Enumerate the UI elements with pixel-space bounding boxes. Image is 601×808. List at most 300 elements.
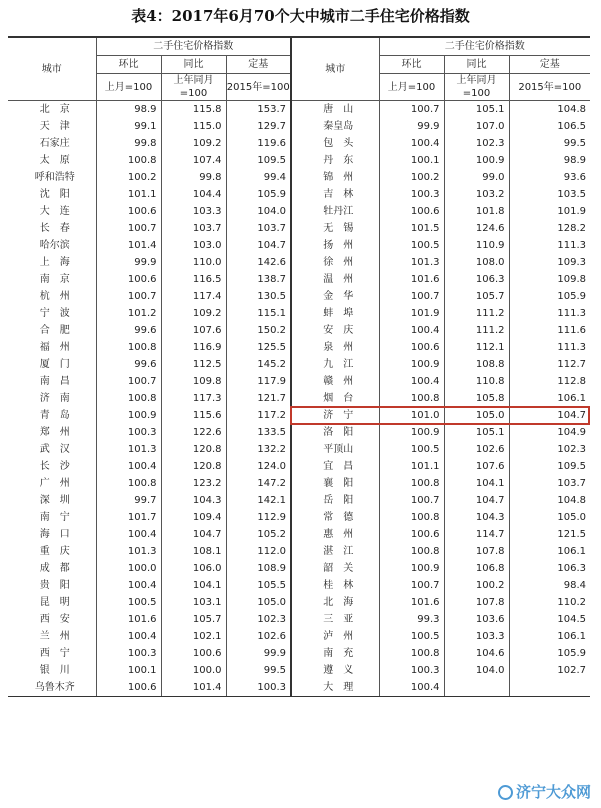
watermark-text: 济宁大众网 [515,783,591,801]
fixed-value-left: 125.5 [226,339,291,356]
city-name-right: 牡丹江 [291,203,379,220]
header-mom-base-right: 上月=100 [379,74,444,101]
city-name-right: 洛 阳 [291,424,379,441]
fixed-value-left: 153.7 [226,101,291,119]
fixed-value-right: 111.6 [557,325,587,336]
city-name-left: 成 都 [8,560,96,577]
city-name-left: 宁 波 [8,305,96,322]
yoy-value-left: 122.6 [161,424,226,441]
table-row [8,611,590,628]
fixed-value-right: 109.3 [557,257,587,268]
city-name-right: 安 庆 [291,322,379,339]
yoy-value-left: 109.8 [161,373,226,390]
yoy-value-right: 108.8 [444,356,509,373]
fixed-value-left: 104.0 [226,203,291,220]
mom-value-right: 101.6 [379,271,444,288]
fixed-value-right: 112.7 [557,359,587,370]
fixed-value-left: 115.1 [226,305,291,322]
city-name-right: 惠 州 [291,526,379,543]
city-name-left: 西 安 [8,611,96,628]
fixed-value-right: 128.2 [557,223,587,234]
mom-value-right: 100.6 [379,203,444,220]
city-name-right: 岳 阳 [291,492,379,509]
city-name-right: 温 州 [291,271,379,288]
city-name-left: 青 岛 [8,407,96,424]
yoy-value-left: 103.1 [161,594,226,611]
mom-value-right: 100.4 [379,322,444,339]
yoy-value-right: 99.0 [444,169,509,186]
mom-value-left: 100.2 [96,169,161,186]
mom-value-left: 100.7 [96,288,161,305]
fixed-value-left: 103.7 [226,220,291,237]
mom-value-right: 99.3 [379,611,444,628]
yoy-value-right: 103.3 [444,628,509,645]
fixed-value-left: 150.2 [226,322,291,339]
yoy-value-left: 103.0 [161,237,226,254]
yoy-value-left: 102.1 [161,628,226,645]
city-name-right: 遵 义 [291,662,379,679]
table-row [8,577,590,594]
yoy-value-right: 102.3 [444,135,509,152]
mom-value-right: 100.1 [379,152,444,169]
city-name-left: 济 南 [8,390,96,407]
city-name-left: 北 京 [8,101,96,119]
fixed-value-right: 101.9 [557,206,587,217]
yoy-value-left: 106.0 [161,560,226,577]
mom-value-right: 100.3 [379,186,444,203]
city-name-right: 平顶山 [291,441,379,458]
yoy-value-left: 99.8 [161,169,226,186]
yoy-value-right [444,679,509,697]
table-row [8,543,590,560]
mom-value-right: 100.2 [379,169,444,186]
city-name-right: 桂 林 [291,577,379,594]
yoy-value-right: 104.6 [444,645,509,662]
fixed-value-right: 104.9 [557,427,587,438]
fixed-value-left: 99.5 [226,662,291,679]
fixed-value-right: 110.2 [557,597,587,608]
mom-value-right: 100.7 [379,577,444,594]
header-yoy-left: 同比 [161,56,226,74]
fixed-value-right: 102.7 [557,665,587,676]
mom-value-right: 100.5 [379,441,444,458]
fixed-value-left: 133.5 [226,424,291,441]
mom-value-left: 100.7 [96,373,161,390]
yoy-value-right: 111.2 [444,322,509,339]
yoy-value-right: 108.0 [444,254,509,271]
fixed-value-right: 105.9 [557,648,587,659]
city-name-left: 合 肥 [8,322,96,339]
fixed-value-left: 112.9 [226,509,291,526]
table-row [8,237,590,254]
table-row [8,645,590,662]
city-name-right: 湛 江 [291,543,379,560]
mom-value-right: 99.9 [379,118,444,135]
fixed-value-right [509,679,590,697]
city-name-left: 太 原 [8,152,96,169]
mom-value-left: 100.4 [96,577,161,594]
fixed-value-left: 99.9 [226,645,291,662]
fixed-value-left: 105.2 [226,526,291,543]
fixed-value-left: 105.5 [226,577,291,594]
table-row [8,305,590,322]
mom-value-left: 101.6 [96,611,161,628]
watermark [498,781,591,802]
fixed-value-left: 109.5 [226,152,291,169]
fixed-value-right: 104.5 [557,614,587,625]
city-name-right: 常 德 [291,509,379,526]
wechat-logo-icon [498,785,513,800]
fixed-value-left: 124.0 [226,458,291,475]
yoy-value-left: 105.7 [161,611,226,628]
mom-value-right: 100.8 [379,475,444,492]
city-name-right: 丹 东 [291,152,379,169]
mom-value-right: 100.9 [379,356,444,373]
yoy-value-right: 100.2 [444,577,509,594]
mom-value-right: 100.4 [379,135,444,152]
mom-value-right: 101.9 [379,305,444,322]
fixed-value-right: 106.1 [557,546,587,557]
table-row [8,339,590,356]
fixed-value-right: 103.5 [557,189,587,200]
fixed-value-left: 121.7 [226,390,291,407]
table-row [8,101,590,119]
city-name-right: 大 理 [291,679,379,697]
city-name-left: 南 京 [8,271,96,288]
city-name-right: 襄 阳 [291,475,379,492]
city-name-right: 泉 州 [291,339,379,356]
city-name-right: 锦 州 [291,169,379,186]
fixed-value-right: 106.1 [557,393,587,404]
yoy-value-right: 101.8 [444,203,509,220]
city-name-left: 重 庆 [8,543,96,560]
city-name-left: 海 口 [8,526,96,543]
city-name-left: 西 宁 [8,645,96,662]
yoy-value-right: 124.6 [444,220,509,237]
mom-value-right: 100.8 [379,509,444,526]
city-name-left: 武 汉 [8,441,96,458]
mom-value-right: 100.8 [379,645,444,662]
yoy-value-right: 112.1 [444,339,509,356]
mom-value-left: 100.7 [96,220,161,237]
fixed-value-left: 142.6 [226,254,291,271]
fixed-value-right: 98.4 [563,580,587,591]
yoy-value-right: 106.8 [444,560,509,577]
yoy-value-left: 101.4 [161,679,226,697]
yoy-value-right: 114.7 [444,526,509,543]
table-row [8,152,590,169]
table-row [8,288,590,305]
table-row [8,356,590,373]
mom-value-left: 100.1 [96,662,161,679]
yoy-value-right: 110.8 [444,373,509,390]
yoy-value-right: 105.0 [444,407,509,424]
header-city-right: 城市 [291,37,379,101]
fixed-value-left: 112.0 [226,543,291,560]
city-name-left: 呼和浩特 [8,169,96,186]
city-name-right: 蚌 埠 [291,305,379,322]
city-name-right: 韶 关 [291,560,379,577]
yoy-value-right: 107.0 [444,118,509,135]
city-name-left: 天 津 [8,118,96,135]
table-row [8,458,590,475]
fixed-value-left: 147.2 [226,475,291,492]
fixed-value-right: 99.5 [563,138,587,149]
yoy-value-right: 105.7 [444,288,509,305]
fixed-value-left: 108.9 [226,560,291,577]
mom-value-right: 100.8 [379,543,444,560]
header-mom-left: 环比 [96,56,161,74]
yoy-value-right: 104.3 [444,509,509,526]
city-name-right: 济 宁 [291,407,379,424]
yoy-value-left: 103.7 [161,220,226,237]
yoy-value-left: 117.4 [161,288,226,305]
yoy-value-right: 104.0 [444,662,509,679]
table-row [8,509,590,526]
mom-value-left: 100.5 [96,594,161,611]
mom-value-left: 99.8 [96,135,161,152]
yoy-value-right: 110.9 [444,237,509,254]
fixed-value-left: 105.9 [226,186,291,203]
mom-value-right: 101.1 [379,458,444,475]
fixed-value-right: 109.5 [557,461,587,472]
mom-value-left: 101.4 [96,237,161,254]
mom-value-left: 100.8 [96,390,161,407]
city-name-right: 赣 州 [291,373,379,390]
fixed-value-right: 104.8 [557,495,587,506]
mom-value-left: 100.3 [96,645,161,662]
mom-value-left: 100.6 [96,679,161,697]
header-yoy-base-right: 上年同月=100 [444,74,509,101]
mom-value-right: 101.5 [379,220,444,237]
table-row [8,475,590,492]
table-row [8,628,590,645]
header-yoy-right: 同比 [444,56,509,74]
mom-value-left: 98.9 [96,101,161,119]
fixed-value-left: 132.2 [226,441,291,458]
fixed-value-left: 129.7 [226,118,291,135]
fixed-value-right: 93.6 [563,172,587,183]
fixed-value-right: 103.7 [557,478,587,489]
mom-value-left: 100.6 [96,271,161,288]
mom-value-left: 101.7 [96,509,161,526]
fixed-value-left: 117.9 [226,373,291,390]
yoy-value-right: 103.2 [444,186,509,203]
mom-value-right: 101.3 [379,254,444,271]
mom-value-left: 100.6 [96,203,161,220]
table-row [8,492,590,509]
mom-value-right: 100.4 [379,679,444,697]
yoy-value-left: 107.6 [161,322,226,339]
fixed-value-right: 105.9 [557,291,587,302]
header-fixed-base-right: 2015年=100 [509,74,590,101]
fixed-value-right: 112.8 [557,376,587,387]
yoy-value-right: 104.1 [444,475,509,492]
yoy-value-left: 115.0 [161,118,226,135]
fixed-value-left: 119.6 [226,135,291,152]
yoy-value-left: 109.2 [161,305,226,322]
table-row [8,186,590,203]
yoy-value-left: 115.6 [161,407,226,424]
table-row [8,526,590,543]
mom-value-left: 100.8 [96,339,161,356]
city-name-left: 昆 明 [8,594,96,611]
fixed-value-left: 138.7 [226,271,291,288]
table-row [8,407,590,424]
mom-value-left: 101.2 [96,305,161,322]
fixed-value-right: 102.3 [557,444,587,455]
yoy-value-left: 110.0 [161,254,226,271]
yoy-value-left: 104.7 [161,526,226,543]
header-fixed-right: 定基 [509,56,590,74]
table-row [8,322,590,339]
fixed-value-left: 102.3 [226,611,291,628]
yoy-value-right: 106.3 [444,271,509,288]
mom-value-left: 99.9 [96,254,161,271]
fixed-value-right: 106.1 [557,631,587,642]
header-mom-base-left: 上月=100 [96,74,161,101]
fixed-value-right: 111.3 [557,240,587,251]
yoy-value-left: 104.3 [161,492,226,509]
city-name-right: 吉 林 [291,186,379,203]
city-name-right: 北 海 [291,594,379,611]
city-name-left: 银 川 [8,662,96,679]
fixed-value-right: 106.5 [557,121,587,132]
fixed-value-right: 104.8 [557,104,587,115]
fixed-value-right: 98.9 [563,155,587,166]
mom-value-right: 101.6 [379,594,444,611]
city-name-left: 长 沙 [8,458,96,475]
fixed-value-left: 145.2 [226,356,291,373]
yoy-value-left: 109.2 [161,135,226,152]
yoy-value-right: 105.1 [444,101,509,119]
mom-value-right: 100.6 [379,339,444,356]
header-mom-right: 环比 [379,56,444,74]
city-name-right: 无 锡 [291,220,379,237]
city-name-left: 南 宁 [8,509,96,526]
yoy-value-right: 107.8 [444,594,509,611]
yoy-value-left: 120.8 [161,458,226,475]
table-row [8,679,590,697]
city-name-right: 包 头 [291,135,379,152]
header-fixed-base-left: 2015年=100 [226,74,291,101]
mom-value-left: 100.3 [96,424,161,441]
city-name-left: 兰 州 [8,628,96,645]
header-fixed-left: 定基 [226,56,291,74]
table-row [8,594,590,611]
mom-value-right: 100.7 [379,101,444,119]
city-name-left: 沈 阳 [8,186,96,203]
table-row [8,203,590,220]
table-row [8,169,590,186]
yoy-value-left: 120.8 [161,441,226,458]
fixed-value-left: 99.4 [226,169,291,186]
table-title: 表4：2017年6月70个大中城市二手住宅价格指数 [131,7,470,25]
fixed-value-left: 130.5 [226,288,291,305]
table-row [8,118,590,135]
yoy-value-left: 108.1 [161,543,226,560]
city-name-left: 福 州 [8,339,96,356]
table-row [8,271,590,288]
city-name-right: 烟 台 [291,390,379,407]
yoy-value-right: 102.6 [444,441,509,458]
table-row [8,390,590,407]
city-name-left: 大 连 [8,203,96,220]
city-name-right: 唐 山 [291,101,379,119]
mom-value-left: 101.3 [96,441,161,458]
mom-value-left: 100.4 [96,458,161,475]
mom-value-left: 100.8 [96,152,161,169]
mom-value-right: 101.0 [379,407,444,424]
city-name-left: 厦 门 [8,356,96,373]
city-name-left: 长 春 [8,220,96,237]
header-city-left: 城市 [8,37,96,101]
city-name-right: 南 充 [291,645,379,662]
table-row [8,424,590,441]
yoy-value-left: 104.1 [161,577,226,594]
yoy-value-right: 107.6 [444,458,509,475]
yoy-value-left: 112.5 [161,356,226,373]
mom-value-right: 100.9 [379,560,444,577]
yoy-value-right: 111.2 [444,305,509,322]
mom-value-right: 100.7 [379,492,444,509]
mom-value-left: 99.7 [96,492,161,509]
city-name-left: 广 州 [8,475,96,492]
mom-value-right: 100.8 [379,390,444,407]
yoy-value-left: 123.2 [161,475,226,492]
yoy-value-left: 116.9 [161,339,226,356]
yoy-value-right: 100.9 [444,152,509,169]
city-name-right: 徐 州 [291,254,379,271]
mom-value-left: 99.6 [96,322,161,339]
yoy-value-right: 105.8 [444,390,509,407]
city-name-right: 三 亚 [291,611,379,628]
table-row [8,254,590,271]
mom-value-left: 101.3 [96,543,161,560]
city-name-right: 泸 州 [291,628,379,645]
mom-value-right: 100.5 [379,237,444,254]
city-name-right: 金 华 [291,288,379,305]
city-name-left: 乌鲁木齐 [8,679,96,697]
table-row [8,560,590,577]
fixed-value-right: 105.0 [557,512,587,523]
header-group-left: 二手住宅价格指数 [96,37,291,56]
city-name-left: 哈尔滨 [8,237,96,254]
table-row [8,373,590,390]
table-body [8,101,590,697]
city-name-right: 九 江 [291,356,379,373]
city-name-left: 贵 阳 [8,577,96,594]
mom-value-right: 100.9 [379,424,444,441]
city-name-right: 扬 州 [291,237,379,254]
city-name-right: 秦皇岛 [291,118,379,135]
yoy-value-left: 115.8 [161,101,226,119]
city-name-left: 南 昌 [8,373,96,390]
city-name-right: 宜 昌 [291,458,379,475]
mom-value-left: 100.9 [96,407,161,424]
city-name-left: 石家庄 [8,135,96,152]
yoy-value-right: 103.6 [444,611,509,628]
fixed-value-left: 105.0 [226,594,291,611]
mom-value-left: 101.1 [96,186,161,203]
yoy-value-left: 104.4 [161,186,226,203]
mom-value-left: 100.4 [96,526,161,543]
mom-value-right: 100.5 [379,628,444,645]
price-index-table [8,36,590,697]
yoy-value-right: 107.8 [444,543,509,560]
fixed-value-left: 117.2 [226,407,291,424]
yoy-value-left: 100.6 [161,645,226,662]
